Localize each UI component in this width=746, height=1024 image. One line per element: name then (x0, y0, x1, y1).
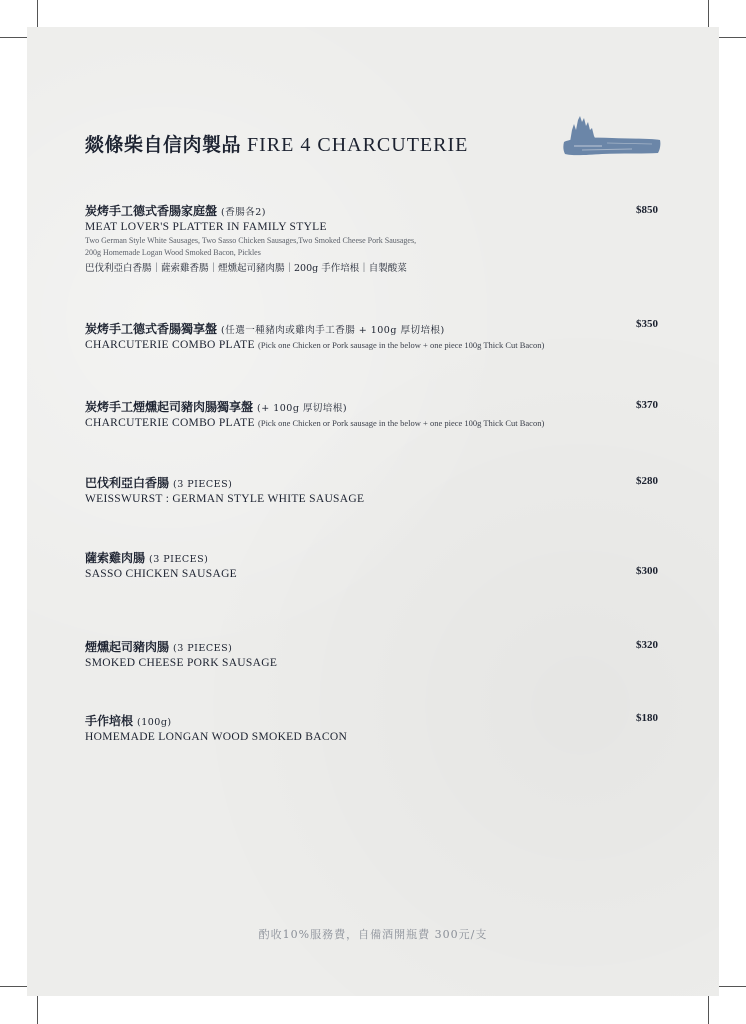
crop-mark (708, 0, 709, 30)
service-charge-note: 酌收10%服務費，自備酒開瓶費 300元/支 (258, 928, 488, 941)
item-name-zh: 炭烤手工德式香腸家庭盤 (香腸各2) (85, 204, 266, 218)
item-price: $370 (636, 399, 658, 411)
item-name-en: HOMEMADE LONGAN WOOD SMOKED BACON (85, 731, 348, 743)
item-price: $320 (636, 639, 658, 651)
title-zh: 燚條柴自信肉製品 (85, 134, 242, 156)
item-name-en: SMOKED CHEESE PORK SAUSAGE (85, 657, 278, 669)
item-name-zh: 炭烤手工煙燻起司豬肉腸獨享盤 (+ 100g 厚切培根) (85, 400, 348, 414)
crop-mark (37, 0, 38, 30)
item-price: $350 (636, 318, 658, 330)
crop-mark (0, 37, 30, 38)
crop-mark (716, 37, 746, 38)
item-price: $300 (636, 565, 658, 577)
item-name-en: CHARCUTERIE COMBO PLATE (Pick one Chicken or Pork sausage in the below + one piece 100g Thick Cut Bacon) (85, 339, 545, 351)
item-note-zh: (3 PIECES) (149, 554, 209, 565)
brush-stroke-trees-logo (562, 110, 662, 158)
menu-item (85, 320, 645, 351)
item-note-zh: (3 PIECES) (173, 643, 233, 654)
item-note-zh: (香腸各2) (221, 207, 266, 218)
item-name-en: SASSO CHICKEN SAUSAGE (85, 568, 237, 580)
crop-mark (37, 994, 38, 1024)
item-price: $850 (636, 204, 658, 216)
item-name-zh: 手作培根 (100g) (85, 714, 172, 728)
title-en: FIRE 4 CHARCUTERIE (247, 134, 469, 156)
crop-mark (0, 986, 30, 987)
item-desc-en: Two German Style White Sausages, Two Sasso Chicken Sausages,Two Smoked Cheese Pork Sausages, (85, 236, 417, 245)
item-note-zh: (3 PIECES) (173, 479, 233, 490)
item-note-zh: (任選一種豬肉或雞肉手工香腸 + 100g 厚切培根) (221, 325, 445, 336)
item-note-zh: (+ 100g 厚切培根) (257, 403, 348, 414)
item-note-en: (Pick one Chicken or Pork sausage in the below + one piece 100g Thick Cut Bacon) (258, 340, 545, 350)
page-title (85, 130, 468, 157)
item-name-en: CHARCUTERIE COMBO PLATE (Pick one Chicken or Pork sausage in the below + one piece 100g Thick Cut Bacon) (85, 417, 545, 429)
item-name-zh: 炭烤手工德式香腸獨享盤 (任選一種豬肉或雞肉手工香腸 + 100g 厚切培根) (85, 322, 445, 336)
item-name-zh: 煙燻起司豬肉腸 (3 PIECES) (85, 640, 233, 654)
item-name-zh: 薩索雞肉腸 (3 PIECES) (85, 551, 209, 565)
menu-item (85, 549, 645, 580)
item-name-en: WEISSWURST : GERMAN STYLE WHITE SAUSAGE (85, 493, 365, 505)
menu-item (85, 712, 645, 743)
item-desc-en: 200g Homemade Logan Wood Smoked Bacon, Pickles (85, 248, 261, 257)
item-price: $280 (636, 475, 658, 487)
item-note-en: (Pick one Chicken or Pork sausage in the below + one piece 100g Thick Cut Bacon) (258, 418, 545, 428)
menu-page (27, 27, 719, 996)
item-desc-zh: 巴伐利亞白香腸｜薩索雞香腸｜煙燻起司豬肉腸｜200g 手作培根｜自製酸菜 (85, 263, 407, 274)
menu-item (85, 398, 645, 429)
item-note-zh: (100g) (137, 717, 172, 728)
crop-mark (716, 986, 746, 987)
crop-mark (708, 994, 709, 1024)
menu-item (85, 638, 645, 669)
item-price: $180 (636, 712, 658, 724)
menu-item (85, 474, 645, 505)
menu-item (85, 202, 645, 274)
item-name-zh: 巴伐利亞白香腸 (3 PIECES) (85, 476, 233, 490)
item-name-en: MEAT LOVER'S PLATTER IN FAMILY STYLE (85, 221, 327, 233)
